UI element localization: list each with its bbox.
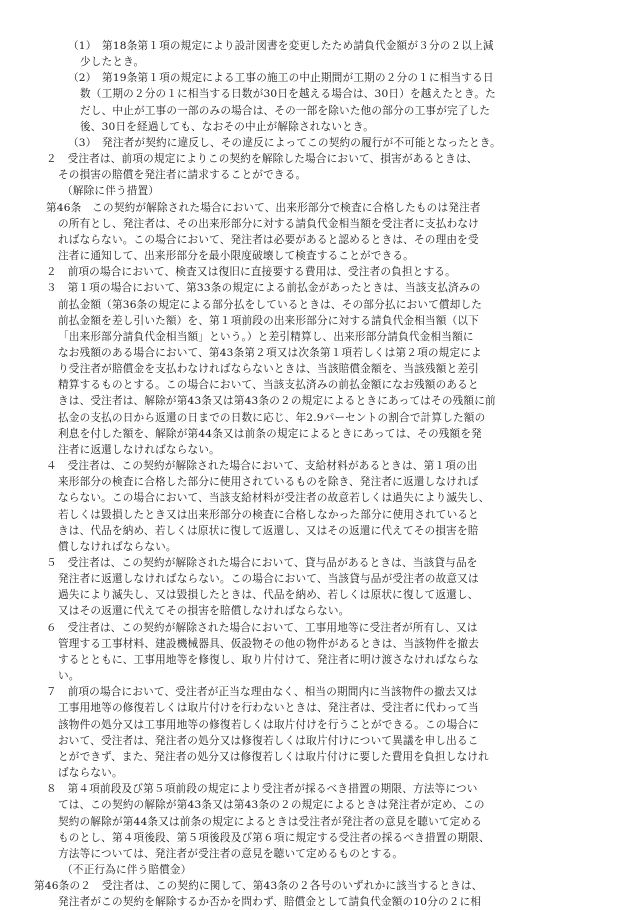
text-line: だし、中止が工事の一部のみの場合は、その一部を除いた他の部分の工事が完了した xyxy=(80,104,491,117)
text-line: なお残額のある場合において、第43条第２項又は次条第１項若しくは第２項の規定によ xyxy=(58,346,482,359)
text-line: おいて、受注者は、発注者の処分又は修復若しくは取片付けについて異議を申し出るこ xyxy=(58,734,479,747)
text-line: とができず、また、発注者の処分又は修復若しくは取片付けに要した費用を負担しなけれ xyxy=(58,750,489,763)
text-line: 管理する工事材料、建設機械器具、仮設物その他の物件があるときは、当該物件を撤去 xyxy=(58,637,479,650)
text-line: 発注者がこの契約を解除するか否かを問わず、賠償金として請負代金額の10分の２に相 xyxy=(58,896,482,909)
text-line: （不正行為に伴う賠償金） xyxy=(62,863,192,876)
text-line: 第46条 この契約が解除された場合において、出来形部分で検査に合格したものは発注者 xyxy=(46,201,481,214)
text-line: 該物件の処分又は工事用地等の修復若しくは取片付けを行うことができる。この場合に xyxy=(58,718,479,731)
text-line: ２ 受注者は、前項の規定によりこの契約を解除した場合において、損害があるときは、 xyxy=(46,153,478,166)
text-line: きは、受注者は、解除が第43条又は第43条の２の規定によるときにあってはその残額に前 xyxy=(58,395,496,408)
text-line: 前払金額（第36条の規定による部分払をしているときは、その部分払において償却した xyxy=(58,298,483,311)
text-line: ５ 受注者は、この契約が解除された場合において、貸与品があるときは、当該貸与品を xyxy=(46,557,478,569)
text-line: 発注者に返還しなければならない。この場合において、当該貸与品が受注者の故意又は xyxy=(58,573,479,586)
text-line: 「出来形部分請負代金相当額」という。）と差引精算し、出来形部分請負代金相当額に xyxy=(58,330,474,343)
text-line: ２ 前項の場合において、検査又は復旧に直接要する費用は、受注者の負担とする。 xyxy=(46,266,456,279)
text-line: 注者に通知して、出来形部分を最小限度破壊して検査することができる。 xyxy=(58,250,414,263)
text-line: 第46条の２ 受注者は、この契約に関して、第43条の２各号のいずれかに該当するときは、 xyxy=(34,880,483,893)
text-line: 来形部分の検査に合格した部分に使用されているものを除き、発注者に返還しなければ xyxy=(58,476,479,489)
text-line: 後、30日を経過しても、なおその中止が解除されないとき。 xyxy=(80,120,375,133)
text-line: ればならない。この場合において、発注者は必要があると認めるときは、その理由を受 xyxy=(58,233,479,246)
text-line: 少したとき。 xyxy=(80,56,145,69)
text-line: その損害の賠償を発注者に請求することができる。 xyxy=(58,169,307,182)
text-line: ３ 第１項の場合において、第33条の規定による前払金があったときは、当該支払済みの xyxy=(46,282,481,295)
text-line: 払金の支払の日から返還の日までの日数に応じ、年2.9パーセントの割合で計算した額の xyxy=(58,411,486,424)
text-line: （3） 発注者が契約に違反し、その違反によってこの契約の履行が不可能となったとき。 xyxy=(68,136,501,149)
text-line: 利息を付した額を、解除が第44条又は前条の規定によるときにあっては、その残額を発 xyxy=(58,427,482,440)
text-line: 精算するものとする。この場合において、当該支払済みの前払金額になお残額のあると xyxy=(58,379,479,392)
text-line: 方法等については、発注者が受注者の意見を聴いて定めるものとする。 xyxy=(58,847,404,860)
text-line: ては、この契約の解除が第43条又は第43条の２の規定によるときは発注者が定め、この xyxy=(58,799,485,812)
text-line: り受注者が賠償金を支払わなければならないときは、当該賠償金額を、当該残額と差引 xyxy=(58,363,479,376)
text-line: ４ 受注者は、この契約が解除された場合において、支給材料があるときは、第１項の出 xyxy=(46,460,478,473)
text-line: ６ 受注者は、この契約が解除された場合において、工事用地等に受注者が所有し、又は xyxy=(46,621,478,634)
text-line: 過失により滅失し、又は毀損したときは、代品を納め、若しくは原状に復して返還し、 xyxy=(58,589,479,602)
text-line: 工事用地等の修復若しくは取片付けを行わないときは、発注者は、受注者に代わって当 xyxy=(58,702,479,715)
text-line: 数（工期の２分の１に相当する日数が30日を越える場合は、30日）を越えたとき。た xyxy=(80,88,496,101)
text-line: するとともに、工事用地等を修復し、取り片付けて、発注者に明け渡さなければならな xyxy=(58,653,479,666)
text-line: の所有とし、発注者は、その出来形部分に対する請負代金相当額を受注者に支払わなけ xyxy=(58,217,479,230)
text-line: 又はその返還に代えてその損害を賠償しなければならない。 xyxy=(58,605,350,618)
text-line: 償しなければならない。 xyxy=(58,540,177,553)
text-line: 注者に返還しなければならない。 xyxy=(58,443,220,456)
text-line: 契約の解除が第44条又は前条の規定によるときは受注者が発注者の意見を聴いて定める xyxy=(58,815,483,828)
text-line: い。 xyxy=(58,670,80,683)
text-line: きは、代品を納め、若しくは原状に復して返還し、又はその返還に代えてその損害を賠 xyxy=(58,524,479,537)
text-line: ばならない。 xyxy=(58,767,123,780)
text-line: 若しくは毀損したとき又は出来形部分の検査に合格しなかった部分に使用されていると xyxy=(58,508,479,521)
text-line: （1） 第18条第１項の規定により設計図書を変更したため請負代金額が３分の２以上減 xyxy=(68,40,494,52)
text-line: ならない。この場合において、当該支給材料が受注者の故意若しくは過失により滅失し、 xyxy=(58,492,490,505)
text-line: 前払金額を差し引いた額）を、第１項前段の出来形部分に対する請負代金相当額（以下 xyxy=(58,314,479,327)
text-line: （2） 第19条第１項の規定による工事の施工の中止期間が工期の２分の１に相当する日 xyxy=(68,72,494,85)
text-line: ７ 前項の場合において、受注者が正当な理由なく、相当の期間内に当該物件の撤去又は xyxy=(46,686,478,699)
text-line: ものとし、第４項後段、第５項後段及び第６項に規定する受注者の採るべき措置の期限、 xyxy=(58,831,490,844)
text-line: （解除に伴う措置） xyxy=(62,185,160,198)
text-line: ８ 第４項前段及び第５項前段の規定により受注者が採るべき措置の期限、方法等につい xyxy=(46,783,478,796)
